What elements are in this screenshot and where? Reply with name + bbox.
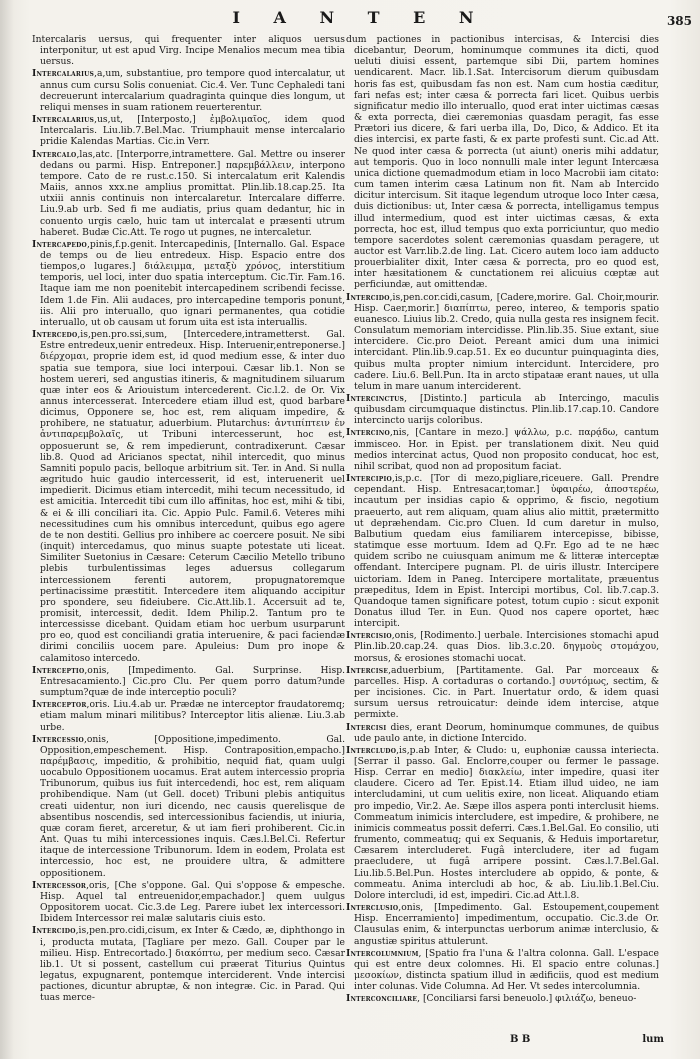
- right-column: [346, 34, 659, 1005]
- entry-headword: Intercedo: [32, 329, 78, 341]
- dictionary-entry: [346, 745, 659, 901]
- entry-text: ,is,p.ab Inter, & Cludo: u, euphoniæ caussa interiecta. [Serrar il passo. Gal. Enclorre,couper ou fermer le passage. Hisp. Cerrar en medio] διακλείω, inter impedire, quasi iter claudere. Cicero ad Ter. Epist.14. Etiam illud uideo, ne iam intercludamini, ut cum uelitis exire, non liceat. Aliquando etiam pro impedio, Vir.2. Ae. Sæpe illos aspera ponti interclusit hiems. Commeatum inimicis intercludere, est impedire, & prohibere, ne inimicis commeatus possit deferri. Cæs.1.Bel.Gal. Eo consilio, uti frumento, commeatuq; qui ex Sequanis, & Heduis importaretur, Cæsarem intercluderet. Fugâ intercludere, iter ad fugam praecludere, ut fugâ arripere possint. Cæs.l.7.Bel.Gal. Liu.lib.5.Bel.Pun. Hostes intercludere ab oppido, & ponte, & commeatu. Anima intercludi ab hoc, & ab. Liu.lib.1.Bel.Ciu. Dolore intercludi, id est, impediri. Cic.ad Att.l.8.: [354, 744, 659, 901]
- entry-text: ,us,ut, [Interposto,] ἐμβολιμαῖος, idem quod Intercalaris. Liu.lib.7.Bel.Mac. Triumphauit mense intercalario pridie Kalendas Martias. Cic.in Verr.: [40, 114, 345, 148]
- entry-text: ,oris. Liu.4.ab ur. Prædæ ne interceptor fraudatoremq; etiam malum minari militibus? Interceptor litis alienæ. Liu.3.ab urbe.: [40, 699, 345, 733]
- dictionary-entry: [346, 473, 659, 629]
- dictionary-entry: [346, 722, 659, 744]
- signature-mark: B B: [510, 1034, 531, 1045]
- entry-text: ,is,pen.pro.cidi,cisum, ex Inter & Cædo, æ, diphthongo in i, producta mutata, [Tagliare per mezo. Gall. Couper par le milieu. Hisp. Entrecortado.] διακόπτω, per medium seco. Cæsar lib.1. Ut si possent, castellum cui præerat Titurius Quintus legatus, expugnarent, pontemque interciderent. Vnde intercisi pactiones, dicuntur abruptæ, & non integræ. Cic. in Parad. Qui tuas merce-: [40, 925, 345, 1004]
- dictionary-entry: [32, 665, 345, 698]
- entry-headword: Intercise: [346, 664, 389, 676]
- dictionary-entry: [32, 149, 345, 238]
- entry-text: ,nis, [Cantare in mezo.] ψάλλω, p.c. παρᾴδω, cantum immisceo. Hor. in Epist. per translationem dixit. Neu quid medios intercinat actus, Quod non proposito conducat, hoc est, nihil scribat, quod non ad propositum faciat.: [354, 427, 659, 472]
- dictionary-entry: [32, 329, 345, 664]
- entry-text: , [Spatio fra l'una & l'altra colonna. Gall. L'espace qui est entre deux colomnes. Hi. El spacio entre colunas.] μεσοκίων, distincta spatium illud in ædificiis, quod est medium inter colunas. Vide Columna. Ad Her. Vt sedes intercolumnia.: [354, 947, 659, 993]
- entry-headword: Interconciliare: [346, 993, 418, 1005]
- dictionary-entry: [346, 902, 659, 947]
- entry-text: ,las,atc. [Interporre,intramettere. Gal. Mettre ou inserer dedans ou parmi. Hisp. Entreponer.] παρεμβάλλειν, interpono tempore. Cato de re rust.c.150. Si intercalatum erit Kalendis Maiis, annos xxx.ne amplius promittat. Plin.lib.18.cap.25. Ita utxiii annis continuis non intercalaretur. Intercalare differre. Liu.9.ab urb. Sed fi me audiatis, prius quam dedantur, hic in conuento urgis cælo, huic tam ut intercalat e præsenti utrum haberet. Budæ Cic.Att. Te rogo ut pugnes, ne intercaletur.: [40, 148, 345, 238]
- entry-headword: Intercisio: [346, 630, 392, 642]
- entry-text: ,onis, [Rodimento.] uerbale. Intercisiones stomachi apud Plin.lib.20.cap.24. quas Dios. lib.3.c.20. δηγμοὺς στομάχου, morsus, & erosiones stomachi uocat.: [354, 630, 659, 664]
- entry-headword: Intercessor: [32, 879, 87, 891]
- entry-headword: Intercino: [346, 427, 390, 439]
- dictionary-entry: [32, 68, 345, 113]
- entry-text: dies, erant Deorum, hominumque communes, de quibus ude paulo ante, in dictione Intercido.: [354, 721, 659, 744]
- entry-headword: Intercapedo: [32, 238, 87, 250]
- entry-text: Intercalaris uersus, qui frequenter inter aliquos uersus interponitur, ut est apud Virg. Incipe Menalios mecum mea tibia uersus.: [32, 34, 345, 68]
- entry-headword: Intercolumnium: [346, 947, 419, 959]
- entry-headword: Interceptor: [32, 699, 87, 711]
- entry-text: dum pactiones in pactionibus intercisas, & Intercisi dies dicebantur, Deorum, hominumque communes ita dicti, quod ueluti diuisi essent, partemque sibi Dii, partem homines uendicarent. Macr. lib.1.Sat. Intercisorum dierum quibusdam horis fas est, quibusdam fas non est. Nam cum hostia cæditur, fari nefas est; inter cæsa & porrecta fari licet. Quibus uerbis significatur medio illo interuallo, quod erat inter uictimas cæsas & exta porrecta, diei cæremonias quasdam peragit, fas esse Prætori ius dicere, & fari uerba illa, Do, Dico, & Addico. Et ita dies intercisi, ex parte fasti, & ex parte profesti sunt. Cic.ad Att. Ne quod inter cæsa & porrecta (ut aiunt) oneris mihi addatur, aut temporis. Quo in loco nonnulli male inter legunt Intercæsa unica dictione quemadmodum etiam in loco Macrobii iam citato: cum tamen interim cæsa Latinum non fit. Nam ab Intercido dicitur intercisum. Sit itaque legendum utroque loco Inter cæsa, duis dictionibus: ut, Inter cæsa & porrecta, intelligamus tempus illud intermedium, quod est inter uictimas cæsas, & exta porrecta, hoc est, illud tempus quo exta porriciuntur, quo medio tempore sacerdotes solent cæremonias quasdam peragere, ut auctor est Varr.lib.2.de ling. Lat. Cicero autem loco iam adducto prouerbialiter dixit, Inter cæsa & porrecta, pro eo quod est, inter hæsitationem & cunctationem rei alicuius cœptæ aut perficiundæ, aut omittendæ.: [346, 34, 659, 291]
- left-column: [32, 34, 345, 1004]
- entry-text: ,oris, [Che s'oppone. Gal. Qui s'oppose & empesche. Hisp. Aquel tal entreuenidor,empachador.] quem uulgus Oppositorem uocat. Cic.3.de Leg. Parere iubet lex intercessori. Ibidem Intercessor rei malæ salutaris ciuis esto.: [40, 879, 345, 925]
- entry-text: ,onis, [Impedimento. Gal. Surprinse. Hisp. Entresacamiento.] Cic.pro Clu. Per quem porro datum?unde sumptum?quæ de inde interceptio poculi?: [40, 664, 345, 699]
- dictionary-entry: [346, 34, 659, 291]
- entry-headword: Intercipio: [346, 473, 392, 485]
- entry-headword: Intercessio: [32, 733, 84, 745]
- entry-text: ,onis, [Impedimento. Gal. Estoupement,coupement Hisp. Encerramiento] impedimentum, occupatio. Cic.3.de Or. Clausulas enim, & interpunctas uerborum animæ interclusio, & angustiæ spiritus attulerunt.: [354, 902, 659, 947]
- dictionary-entry: [346, 393, 659, 426]
- entry-text: ,pinis,f.p.genit. Intercapedinis, [Internallo. Gal. Espace de temps ou de lieu entredeux. Hisp. Espacio entre dos tiempos,o lugares.] διάλειμμα, μεταξὺ χρόνος, interstitium temporis, uel loci, inter duo spatia interceptum. Cic.Tir. Fam.16. Itaque iam me non poenitebit intercapedinem scribendi fecisse. Idem 1.de Fin. Alii audaces, pro intercapedine temporis ponunt, iis. Alii pro interuallo, quo ignari permanentes, qua cotidie interuallo, ut ob causam ut forum uita est ista interuallis.: [40, 238, 345, 328]
- dictionary-entry: [346, 948, 659, 993]
- entry-text: ,onis, [Oppositione,impedimento. Gal. Opposition,empeschement. Hisp. Contraposition,empacho.] παρέμβασις, impeditio, & prohibitio, nequid fiat, quam uulgi uocabulo Oppositionem uocamus. Erat autem intercessio propria Tribunorum, quibus ius fuit intercedendi, hoc est, rem aliquam prohibendique. Nam (ut Gell. docet) Tribuni plebis antiquitus creati uidentur, non iuri dicendo, nec causis querelisque de absentibus noscendis, sed intercessionibus faciendis, ut iniuria, quæ coram fieret, arceretur, & ut iam fieri prohiberent. Cic.in Ant. Quas tu mihi intercessiones inquis. Cæs.l.Bel.Ci. Refertur itaque de intercessione Tribunorum. Idem in eodem, Prolata est intercessio, hoc est, ne prouidere ultra, & admittere oppositionem.: [40, 733, 345, 879]
- page-header: [0, 6, 700, 32]
- entry-text: ,is,pen.cor.cidi,casum, [Cadere,morire. Gal. Choir,mourir. Hisp. Caer,morir.] διαπίπτω, pereo, intereo, & temporis spatio euanesco. Liuius lib.2. Credo, quia nulla gesta res insignem fecit. Consulatum memoriam intercidisse. Plin.lib.35. Siue extant, siue intercidere. Cic.pro Deiot. Pereant amici dum una inimici intercidant. Plin.lib.9.cap.51. Ex eo ducuntur puinquaginta dies, quibus multa propter nimium intercidunt. Intercidere, pro cadere. Liu.6. Bell.Pun. Ita in arcto stipataæ erant naues, ut ulla telum in mare uanum interciderent.: [354, 291, 659, 392]
- dictionary-entry: [346, 427, 659, 472]
- dictionary-entry: [346, 292, 659, 392]
- entry-headword: Interceptio: [32, 664, 85, 676]
- entry-text: ,is,p.c. [Tor di mezo,pigliare,riceuere. Gall. Prendre cependant. Hisp. Entresacar,tomar.] ὑφαιρέω, ἀποστερέω, incautum per insidias capio & opprimo, & fiscio, negotium praeuerto, aut rem aliquam, quam alius alio mittit, prætermitto ut depræhendam. Cic.pro Cluen. Id cum daretur in mulso, Balbutium quedam eius familiarem intercepisse, bibisse, statimque esse mortuum. Idem ad Q.Fr. Ego ad te ne hæc quidem scribo ne cuiusquam animum me & litteræ interceptæ offendant. Intercipere pugnam. Pl. de uiris illustr. Intercipere uictoriam. Idem in Paneg. Intercipere mortalitate, præuentus præpeditus, Idem in Epist. Intercipi mortibus, Col. lib.7.cap.3. Quandoque tamen significare potest, totum cupio : sicut exponit Donatus illud Ter. in Eun. Quod nos capere oportet, hæc intercipit.: [354, 473, 659, 630]
- entry-headword: Intercido: [32, 925, 76, 937]
- entry-headword: Intercido: [346, 291, 390, 303]
- dictionary-entry: [32, 699, 345, 732]
- entry-text: ,a,um, substantiue, pro tempore quod intercalatur, ut annus cum cursu Solis conueniat. Cic.4. Ver. Tunc Cephaledi tani decreuerunt intercalarium quadraginta quinque dies longum, ut reliqui menses in suam rationem reuerterentur.: [40, 68, 345, 113]
- entry-headword: Intercalo: [32, 148, 77, 160]
- entry-headword: Intercludo: [346, 744, 397, 756]
- entry-text: ,aduerbium, [Partitamente. Gal. Par morceaux & parcelles. Hisp. A cortaduras o cortando.] συντόμως, sectim, & per incisiones. Cic. in Part. Inuertatur ordo, & idem quasi sursum uersus retrouicatur: deinde idem intercise, atque permixte.: [354, 664, 659, 721]
- dictionary-entry: [32, 734, 345, 879]
- entry-headword: Intercinctus: [346, 393, 405, 404]
- entry-text: ,is,pen.pro.ssi,sum, [Intercedere,intrametterst. Gal. Estre entredeux,uenir entredeux. Hisp. Interuenir,entreponerse.] διέρχομαι, proprie idem est, id quod medium esse, & inter duo spatia sue tempora, siue loci interpoui. Cæsar lib.1. Non se hostem uereri, sed angustias itineris, & magnitudinem siluarum quæ inter eos & Ariouistum intercederent. Cic.l.2. de Or. Vix annus intercesserat. Intercedere etiam illud est, quod barbare dicimus, Opponere se, hoc est, rem aliquam impedire, & prohibere, ne statuatur, aduerbium. Plutarchus: ἀντιπίπτειν ἐν ἀντιπαρεμβολαῖς, ut Tribuni intercesserunt, hoc est, opposuerunt se, & rem impedierunt, contradixerunt. Cæsar lib.8. Quod ad Aricianos spectat, nihil intercedit, quo minus Samniti populo pacis, belloque arbitrium sit. Ter. in And. Si nulla ægritudo huic gaudio intercesserit, id est, interuenerit uel impedierit. Dicimus etiam intercedit, mihi tecum necessitudo, id est amicitia. Intercedit tibi cum illo affinitas, hoc est, mihi & tibi, & ei & illi conciliari ita. Cic. Appio Pulc. Famil.6. Veteres mihi necessitudines cum his omnibus intercedunt, quibus ego agere de te non destiti. Gellius pro inhibere ac coercere posuit. Ne sibi (inquit) intercedamus, quo minus suapte potestate uti liceat. Similiter Suetonius in Cæsare: Ceterum Cæcilio Metello tribuno plebis turbulentissimas leges aduersus collegarum intercessionem ferenti autorem, propugnatoremque pertinacissime præstitit. Intercedere item aliquando accipitur pro spondere, seu fideiubere. Cic.Att.lib.1. Accersuit ad te, promisit, intercessit, dedit. Idem Philip.2. Tantum pro te intercessisse dicebant. Quidam etiam hoc uerbum usurparunt pro eo, quod est conciliandi gratia interuenire, & paci faciendæ dirimi conciliis uocem pare. Apuleius: Dum pro inope & calamitoso intercedo.: [40, 329, 345, 664]
- entry-headword: Intercalarius: [32, 114, 95, 126]
- dictionary-entry: [32, 239, 345, 328]
- catchword: lum: [642, 1034, 664, 1045]
- dictionary-entry: [32, 114, 345, 147]
- binding-shadow: [0, 0, 14, 1059]
- dictionary-entry: [32, 880, 345, 925]
- entry-headword: Interclusio: [346, 902, 399, 914]
- entry-text: , [Distinto.] particula ab Intercingo, maculis quibusdam circumquaque distinctus. Plin.lib.17.cap.10. Candore intercincto uarijs coloribus.: [354, 393, 659, 427]
- dictionary-entry: [346, 665, 659, 721]
- running-head: I A N T E N: [232, 8, 488, 27]
- dictionary-entry: [32, 34, 345, 67]
- entry-text: , [Conciliarsi farsi beneuolo.] φιλιάζω, beneuo-: [417, 993, 637, 1005]
- entry-headword: Intercalarius: [32, 68, 95, 80]
- entry-headword: Intercisi: [346, 721, 387, 733]
- dictionary-entry: [346, 630, 659, 663]
- dictionary-entry: [32, 925, 345, 1003]
- dictionary-entry: [346, 993, 659, 1004]
- page-number: 385: [666, 14, 692, 28]
